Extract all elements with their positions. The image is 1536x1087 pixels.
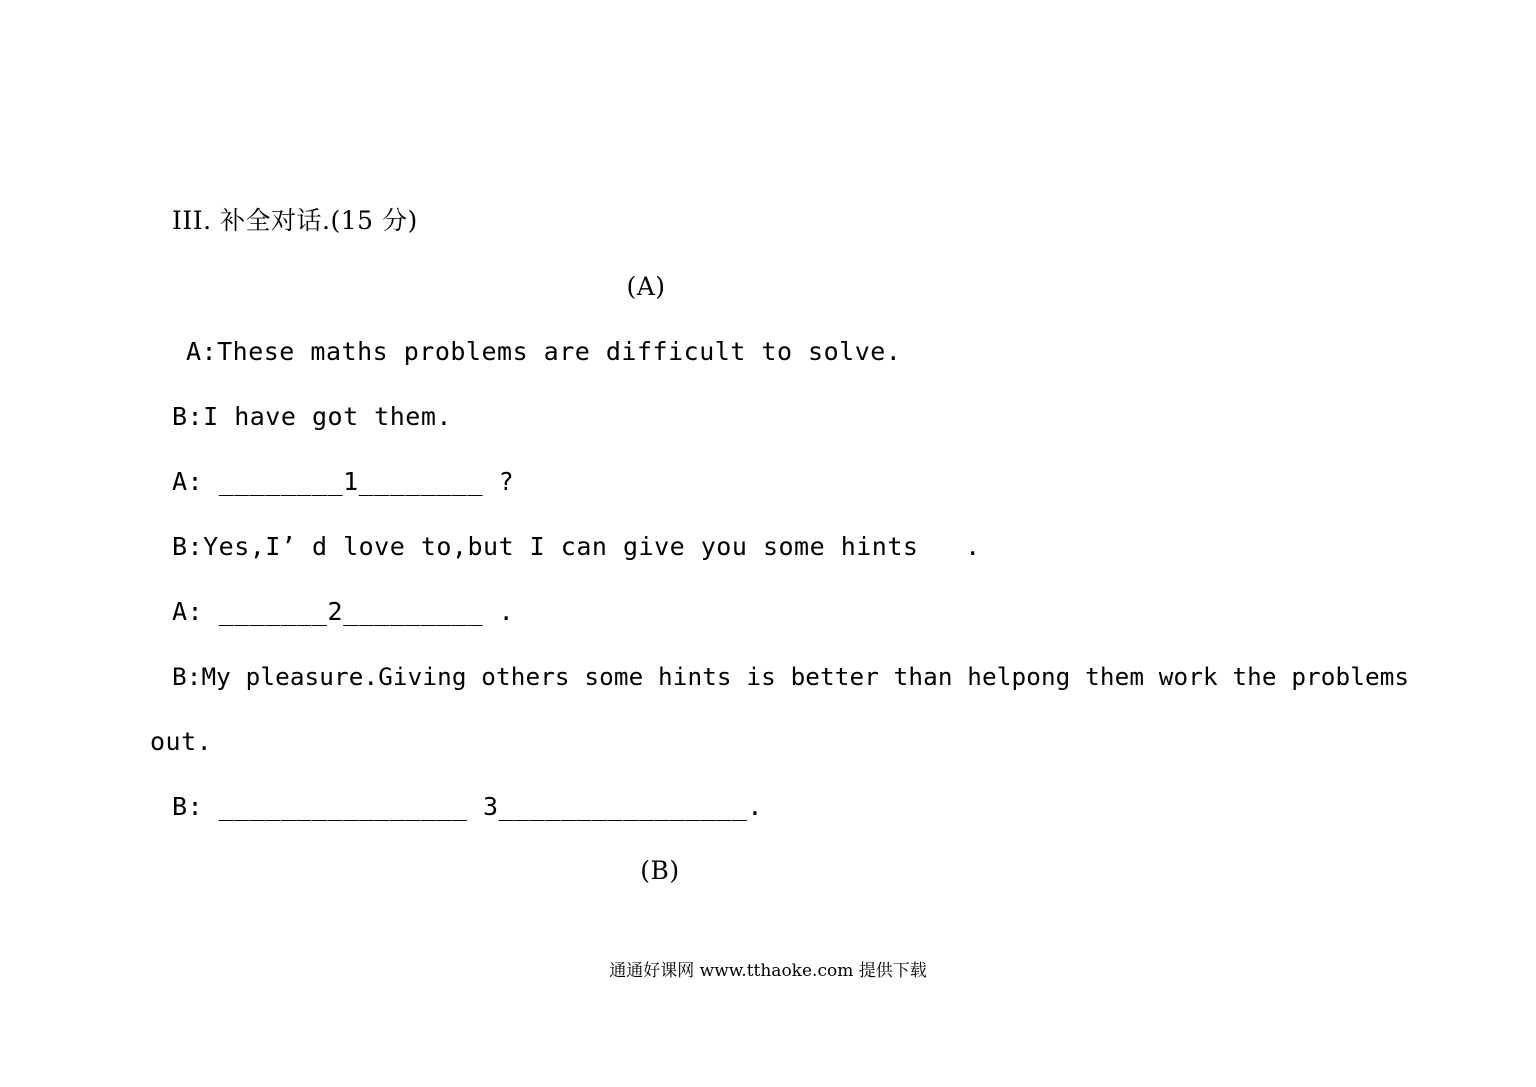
dialogue-line-5: A: _______2_________ .: [172, 597, 515, 626]
dialogue-a-label: (A): [626, 272, 666, 301]
dialogue-b-label: (B): [640, 856, 680, 885]
footer-credit: 通通好课网 www.tthaoke.com 提供下载: [609, 961, 927, 981]
dialogue-line-2: B:I have got them.: [172, 402, 452, 431]
section-heading: III. 补全对话.(15 分): [172, 206, 418, 235]
dialogue-line-1: A:These maths problems are difficult to solve.: [186, 337, 902, 366]
dialogue-line-7: B: ________________ 3________________.: [172, 792, 763, 821]
dialogue-line-6: B:My pleasure.Giving others some hints is better than helpong them work the problems: [172, 662, 1410, 691]
dialogue-line-6-continued: out.: [150, 727, 213, 756]
dialogue-line-4: B:Yes,I’ d love to,but I can give you some hints .: [172, 532, 981, 561]
dialogue-line-3: A: ________1________ ?: [172, 467, 515, 496]
